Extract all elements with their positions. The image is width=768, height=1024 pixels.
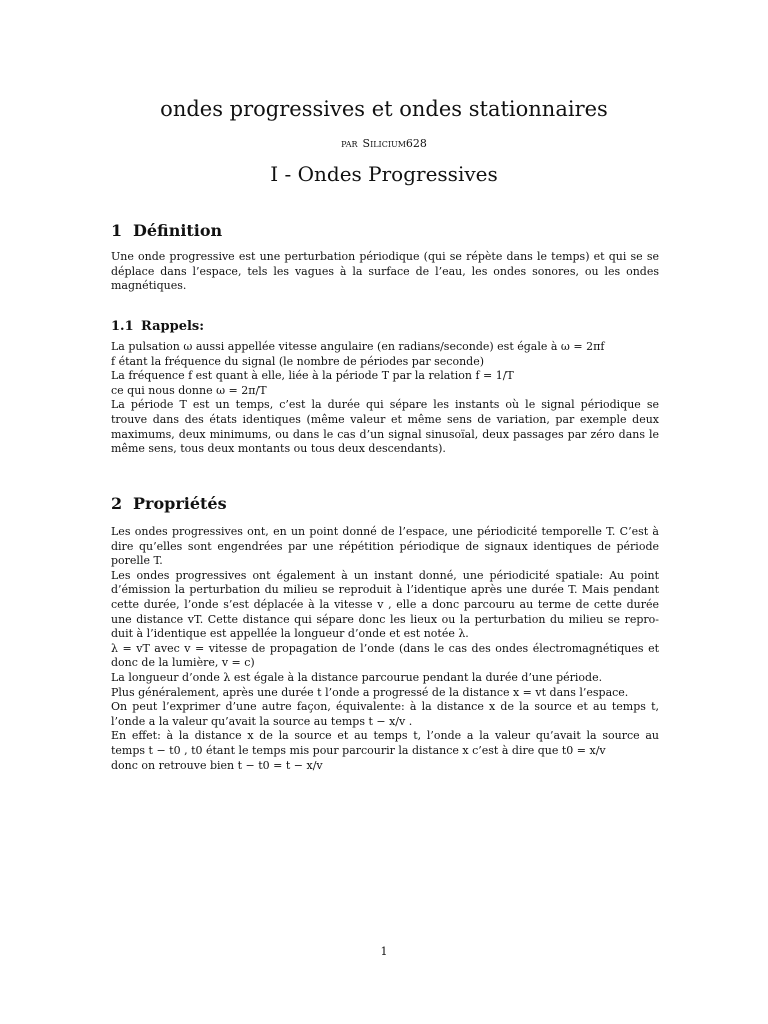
text-line: temps t − t0 , t0 étant le temps mis pour parcourir la distance x c’est à dire que t0 = x/v — [111, 743, 606, 757]
text-line: duit à l’identique est appellée la longueur d’onde et est notée λ. — [111, 627, 469, 641]
subsection-heading-rappels — [111, 318, 204, 335]
paragraph-definition — [111, 250, 659, 294]
text-line: trouve dans des états identiques (même valeur et même sens de variation, par exemple deux — [111, 412, 659, 426]
section-heading-proprietes — [111, 494, 227, 514]
section-number: 2 — [111, 494, 123, 513]
text-line: La période T est un temps, c’est la durée qui sépare les instants où le signal périodique se — [111, 398, 659, 412]
section-number: 1 — [111, 221, 123, 240]
text-line: Les ondes progressives ont également à un instant donné, une périodicité spatiale: Au point — [111, 568, 659, 582]
text-line: donc on retrouve bien t − t0 = t − x/v — [111, 758, 323, 772]
text-line: f étant la fréquence du signal (le nombre de périodes par seconde) — [111, 354, 485, 368]
author-prefix: par — [341, 137, 358, 150]
text-line: maximums, deux minimums, ou dans le cas d’un signal sinusoïal, deux passages par zéro dans le — [111, 427, 659, 441]
subsection-number: 1.1 — [111, 319, 134, 334]
text-line: La pulsation ω aussi appellée vitesse angulaire (en radians/seconde) est égale à ω = 2πf — [111, 340, 605, 353]
text-line: même sens, tous deux montants ou tous deux descendants). — [111, 442, 446, 456]
author-line — [0, 137, 768, 151]
text-line: λ = vT avec v = vitesse de propagation de l’onde (dans le cas des ondes électromagnétiques et — [111, 641, 659, 655]
text-line: une distance vT. Cette distance qui sépare donc les lieux ou la perturbation du milieu se repro- — [111, 612, 659, 626]
section-heading-definition — [111, 221, 222, 241]
text-line: d’émission la perturbation du milieu se reproduit à l’identique après une durée T. Mais pendant — [111, 583, 659, 597]
text-line: Plus généralement, après une durée t l’onde a progressé de la distance x = vt dans l’espace. — [111, 685, 629, 699]
text-line: Une onde progressive est une perturbation périodique (qui se répète dans le temps) et qui se se — [111, 250, 659, 263]
document-title: ondes progressives et ondes stationnaires — [160, 97, 608, 121]
subsection-title: Rappels: — [141, 319, 205, 334]
text-line: La longueur d’onde λ est égale à la distance parcourue pendant la durée d’une période. — [111, 670, 603, 684]
text-line: En effet: à la distance x de la source et au temps t, l’onde a la valeur qu’avait la source au — [111, 729, 659, 743]
text-line: Les ondes progressives ont, en un point donné de l’espace, une périodicité temporelle T. C’est à — [111, 525, 659, 538]
text-line: La fréquence f est quant à elle, liée à la période T par la relation f = 1/T — [111, 369, 514, 383]
text-line: l’onde a la valeur qu’avait la source au temps t − x/v . — [111, 714, 413, 728]
author-name: Silicium628 — [362, 137, 427, 150]
paragraph-rappels — [111, 340, 659, 457]
text-line: donc de la lumière, v = c) — [111, 656, 255, 670]
text-line: dire qu’elles sont engendrées par une répétition périodique de signaux identiques de période — [111, 539, 659, 553]
section-title: Propriétés — [133, 494, 227, 513]
text-line: déplace dans l’espace, tels les vagues à la surface de l’eau, les ondes sonores, ou les ondes — [111, 264, 659, 278]
part-title: I - Ondes Progressives — [270, 162, 498, 186]
page-number: 1 — [380, 945, 388, 958]
text-line: On peut l’exprimer d’une autre façon, équivalente: à la distance x de la source et au temps t, — [111, 700, 659, 714]
text-line: cette durée, l’onde s’est déplacée à la vitesse v , elle a donc parcouru au terme de cette durée — [111, 597, 659, 611]
text-line: ce qui nous donne ω = 2π/T — [111, 383, 267, 397]
section-title: Définition — [133, 221, 223, 240]
paragraph-proprietes — [111, 525, 659, 773]
text-line: magnétiques. — [111, 279, 187, 293]
text-line: porelle T. — [111, 554, 163, 568]
